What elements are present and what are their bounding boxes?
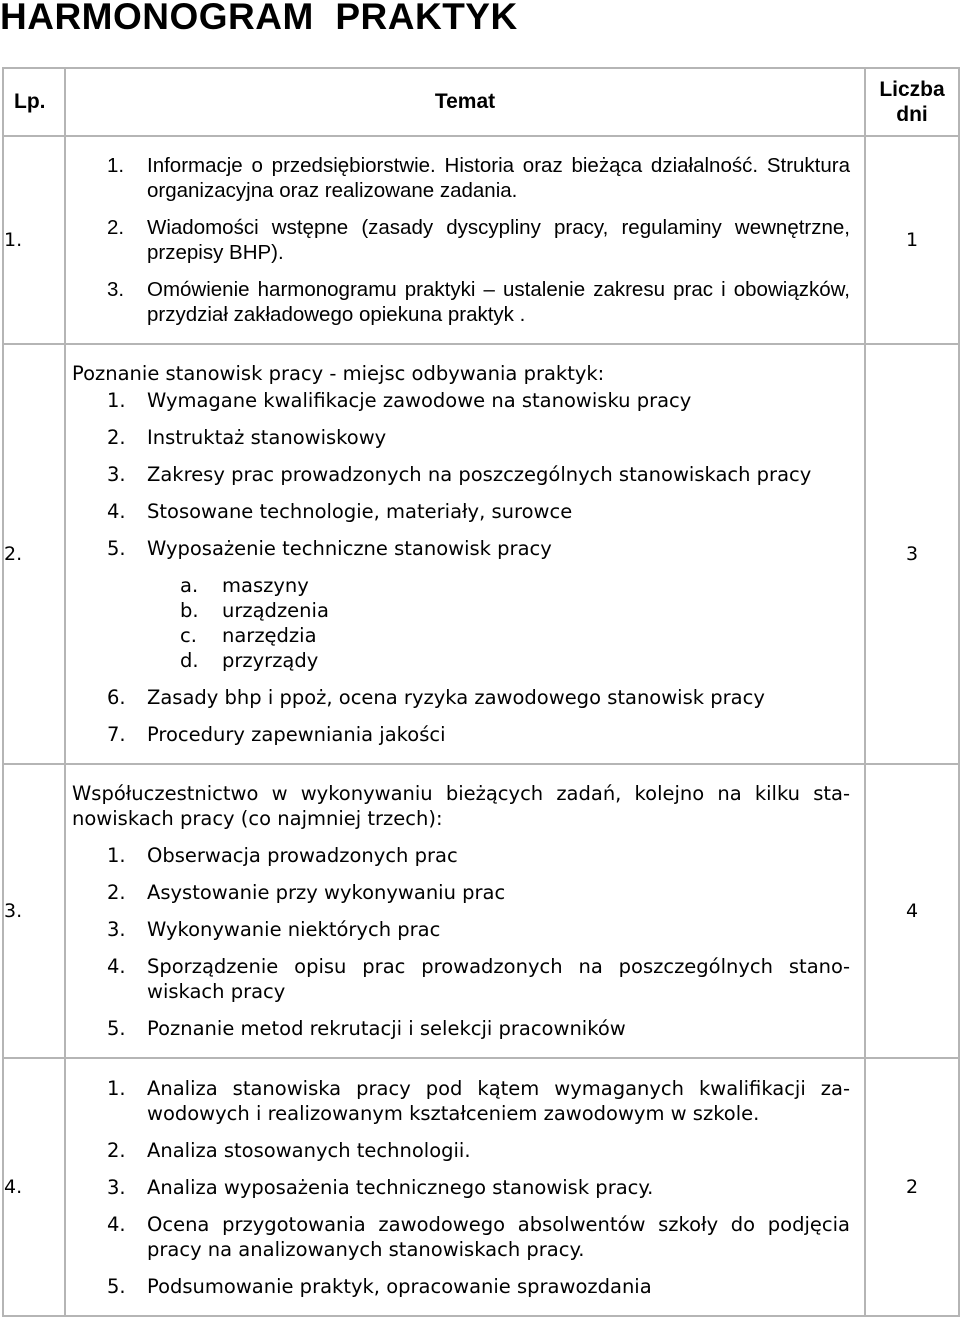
list-item: 4. Stosowane technologie, materiały, surowce bbox=[107, 500, 573, 523]
list-item: 5. Podsumowanie praktyk, opracowanie sprawozdania bbox=[107, 1274, 652, 1298]
sub-list-item: c. narzędzia bbox=[180, 624, 317, 647]
row-topic bbox=[65, 764, 865, 1058]
list-item: 2. Wiadomości wstępne (zasady dyscypliny pracy, regulaminy wewnętrzne, przepisy BHP). bbox=[107, 216, 850, 264]
sub-list-item: a. maszyny bbox=[180, 574, 309, 597]
list-item: 4. Sporządzenie opisu prac prowadzonych na poszczególnych stanowiskach pracy bbox=[107, 955, 850, 1003]
list-item: 4. Ocena przygotowania zawodowego absolwentów szkoły do podjęcia pracy na analizowanych stanowiskach pracy. bbox=[107, 1212, 850, 1261]
list-item: 3. Zakresy prac prowadzonych na poszczególnych stanowiskach pracy bbox=[107, 463, 812, 486]
list-item: 1. Informacje o przedsiębiorstwie. Historia oraz bieżąca działalność. Struktura organizacyjna oraz realizowane zadania. bbox=[107, 154, 850, 202]
list-item: 1. Analiza stanowiska pracy pod kątem wymaganych kwalifikacji zawodowych i realizowanym kształceniem zawodowym w szkole. bbox=[107, 1076, 850, 1125]
row-days: 3 bbox=[865, 344, 959, 764]
list-item: 7. Procedury zapewniania jakości bbox=[107, 723, 446, 746]
table-row bbox=[3, 1058, 959, 1316]
table-row bbox=[3, 344, 959, 764]
table-row bbox=[3, 136, 959, 344]
row-number: 2. bbox=[3, 344, 65, 764]
row-topic bbox=[65, 1058, 865, 1316]
header-days-line1: Liczba bbox=[879, 78, 945, 101]
header-topic: Temat bbox=[65, 68, 865, 136]
row-days: 2 bbox=[865, 1058, 959, 1316]
list-item: 3. Omówienie harmonogramu praktyki – ustalenie zakresu prac i obowiązków, przydział zakładowego opiekuna praktyk . bbox=[107, 278, 850, 326]
list-item: 2. Asystowanie przy wykonywaniu prac bbox=[107, 881, 506, 904]
list-item: 5. Wyposażenie techniczne stanowisk pracy bbox=[107, 537, 552, 560]
list-item: 1. Wymagane kwalifikacje zawodowe na stanowisku pracy bbox=[107, 389, 692, 412]
header-days bbox=[865, 68, 959, 136]
list-item: 3. Analiza wyposażenia technicznego stanowisk pracy. bbox=[107, 1175, 654, 1199]
row-topic bbox=[65, 344, 865, 764]
list-item: 3. Wykonywanie niektórych prac bbox=[107, 918, 441, 941]
list-item: 5. Poznanie metod rekrutacji i selekcji pracowników bbox=[107, 1017, 626, 1040]
row-number: 3. bbox=[3, 764, 65, 1058]
row-days: 1 bbox=[865, 136, 959, 344]
row-days: 4 bbox=[865, 764, 959, 1058]
row-topic bbox=[65, 136, 865, 344]
row-number: 4. bbox=[3, 1058, 65, 1316]
header-lp: Lp. bbox=[3, 68, 65, 136]
sub-list-item: d. przyrządy bbox=[180, 649, 319, 672]
row-number: 1. bbox=[3, 136, 65, 344]
list-item: 2. Analiza stosowanych technologii. bbox=[107, 1138, 471, 1162]
row-intro: Poznanie stanowisk pracy - miejsc odbywania praktyk: bbox=[72, 362, 605, 385]
list-item: 2. Instruktaż stanowiskowy bbox=[107, 426, 387, 449]
table-row bbox=[3, 764, 959, 1058]
list-item: 6. Zasady bhp i ppoż, ocena ryzyka zawodowego stanowisk pracy bbox=[107, 686, 765, 709]
list-item: 1. Obserwacja prowadzonych prac bbox=[107, 844, 458, 867]
header-days-line2: dni bbox=[896, 103, 928, 126]
page-title: HARMONOGRAM PRAKTYK bbox=[0, 0, 518, 37]
sub-list-item: b. urządzenia bbox=[180, 599, 329, 622]
schedule-table bbox=[2, 67, 960, 1317]
row-intro: Współuczestnictwo w wykonywaniu bieżących zadań, kolejno na kilku stanowiskach pracy (co najmniej trzech): bbox=[72, 782, 850, 830]
table-header-row bbox=[3, 68, 959, 136]
